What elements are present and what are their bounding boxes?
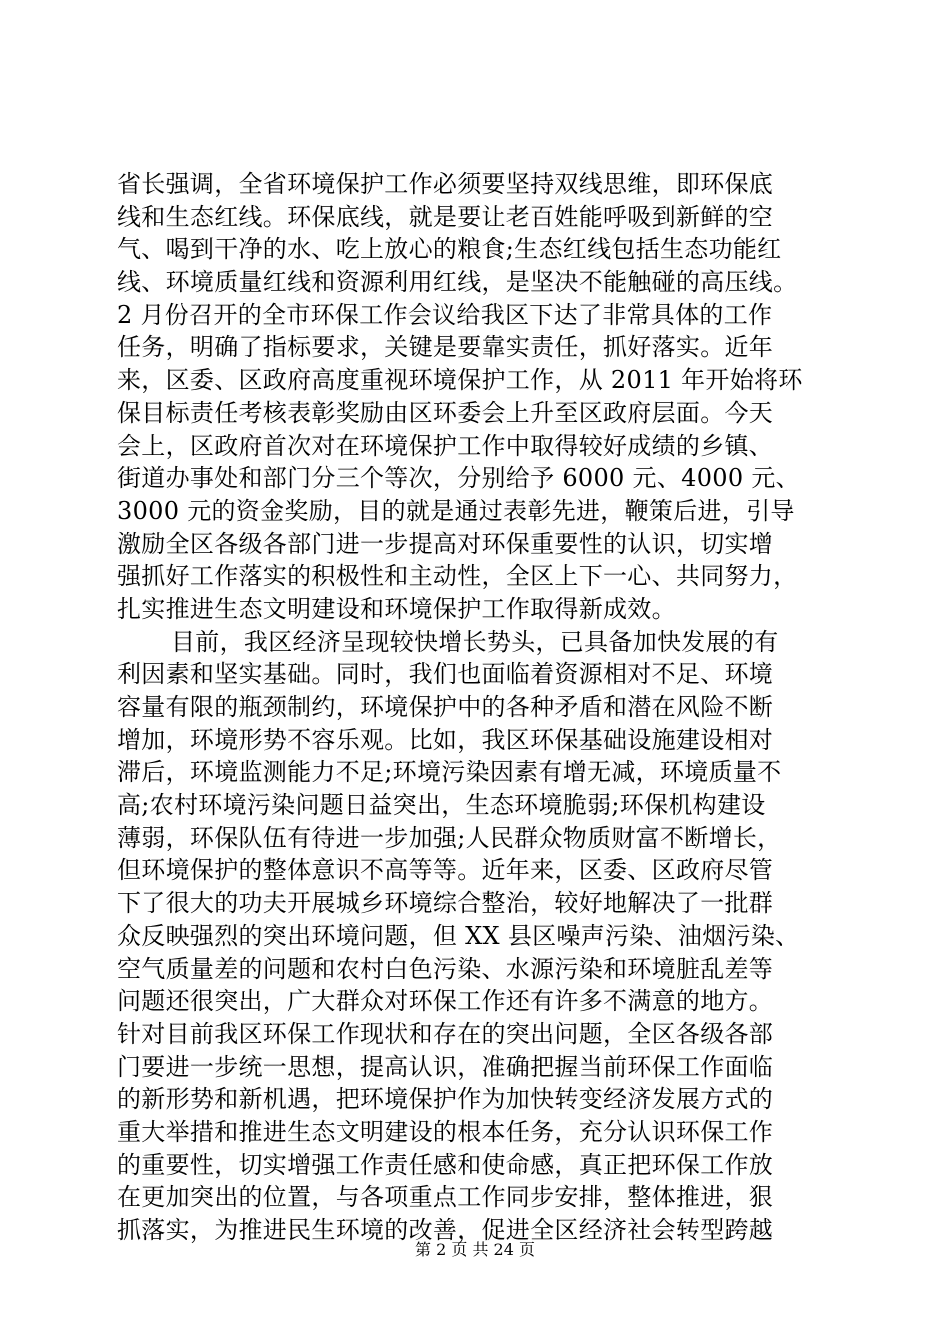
text-line: 的新形势和新机遇，把环境保护作为加快转变经济发展方式的 (117, 1085, 774, 1114)
paragraph-first-line: 目前，我区经济呈现较快增长势头，已具备加快发展的有 (171, 627, 779, 656)
text-line: 薄弱，环保队伍有待进一步加强;人民群众物质财富不断增长， (117, 823, 782, 852)
text-line: 省长强调，全省环境保护工作必须要坚持双线思维，即环保底 (117, 170, 774, 198)
text-line: 3000 元的资金奖励，目的就是通过表彰先进，鞭策后进，引导 (117, 496, 795, 525)
text-line: 线和生态红线。环保底线，就是要让老百姓能呼吸到新鲜的空 (117, 202, 774, 231)
text-line: 抓落实，为推进民生环境的改善，促进全区经济社会转型跨越 (117, 1216, 774, 1244)
text-line: 2 月份召开的全市环保工作会议给我区下达了非常具体的工作 (117, 300, 773, 329)
page-footer: 第 2 页 共 24 页 (415, 1240, 535, 1259)
text-line: 任务，明确了指标要求，关键是要靠实责任，抓好落实。近年 (117, 333, 774, 362)
text-line: 会上，区政府首次对在环境保护工作中取得较好成绩的乡镇、 (117, 431, 774, 460)
text-line: 来，区委、区政府高度重视环境保护工作，从 2011 年开始将环 (117, 366, 803, 395)
text-line: 针对目前我区环保工作现状和存在的突出问题，全区各级各部 (117, 1019, 774, 1048)
text-line: 滞后，环境监测能力不足;环境污染因素有增无减，环境质量不 (117, 758, 782, 787)
text-line: 问题还很突出，广大群众对环保工作还有许多不满意的地方。 (117, 987, 774, 1016)
document-body (117, 168, 832, 1247)
text-line: 容量有限的瓶颈制约，环境保护中的各种矛盾和潜在风险不断 (117, 693, 774, 721)
text-line: 门要进一步统一思想，提高认识，准确把握当前环保工作面临 (117, 1052, 774, 1081)
text-line: 街道办事处和部门分三个等次，分别给予 6000 元、4000 元、 (117, 464, 800, 493)
text-line: 的重要性，切实增强工作责任感和使命感，真正把环保工作放 (117, 1150, 774, 1179)
text-line: 高;农村环境污染问题日益突出，生态环境脆弱;环保机构建设 (117, 791, 766, 820)
text-line: 增加，环境形势不容乐观。比如，我区环保基础设施建设相对 (117, 725, 774, 754)
text-line: 下了很大的功夫开展城乡环境综合整治，较好地解决了一批群 (117, 889, 774, 918)
text-line: 激励全区各级各部门进一步提高对环保重要性的认识，切实增 (117, 529, 774, 558)
text-line: 保目标责任考核表彰奖励由区环委会上升至区政府层面。今天 (117, 398, 774, 427)
text-line: 利因素和坚实基础。同时，我们也面临着资源相对不足、环境 (117, 660, 774, 689)
text-line: 但环境保护的整体意识不高等等。近年来，区委、区政府尽管 (117, 856, 774, 885)
text-line: 气、喝到干净的水、吃上放心的粮食;生态红线包括生态功能红 (117, 235, 782, 264)
text-line: 在更加突出的位置，与各项重点工作同步安排，整体推进，狠 (117, 1183, 774, 1212)
text-line: 强抓好工作落实的积极性和主动性，全区上下一心、共同努力， (117, 562, 798, 591)
text-line: 空气质量差的问题和农村白色污染、水源污染和环境脏乱差等 (117, 954, 774, 983)
text-line: 扎实推进生态文明建设和环境保护工作取得新成效。 (117, 594, 676, 623)
text-line: 重大举措和推进生态文明建设的根本任务，充分认识环保工作 (117, 1117, 774, 1146)
text-line: 众反映强烈的突出环境问题，但 XX 县区噪声污染、油烟污染、 (117, 921, 800, 950)
text-line: 线、环境质量红线和资源利用红线，是坚决不能触碰的高压线。 (117, 268, 798, 297)
